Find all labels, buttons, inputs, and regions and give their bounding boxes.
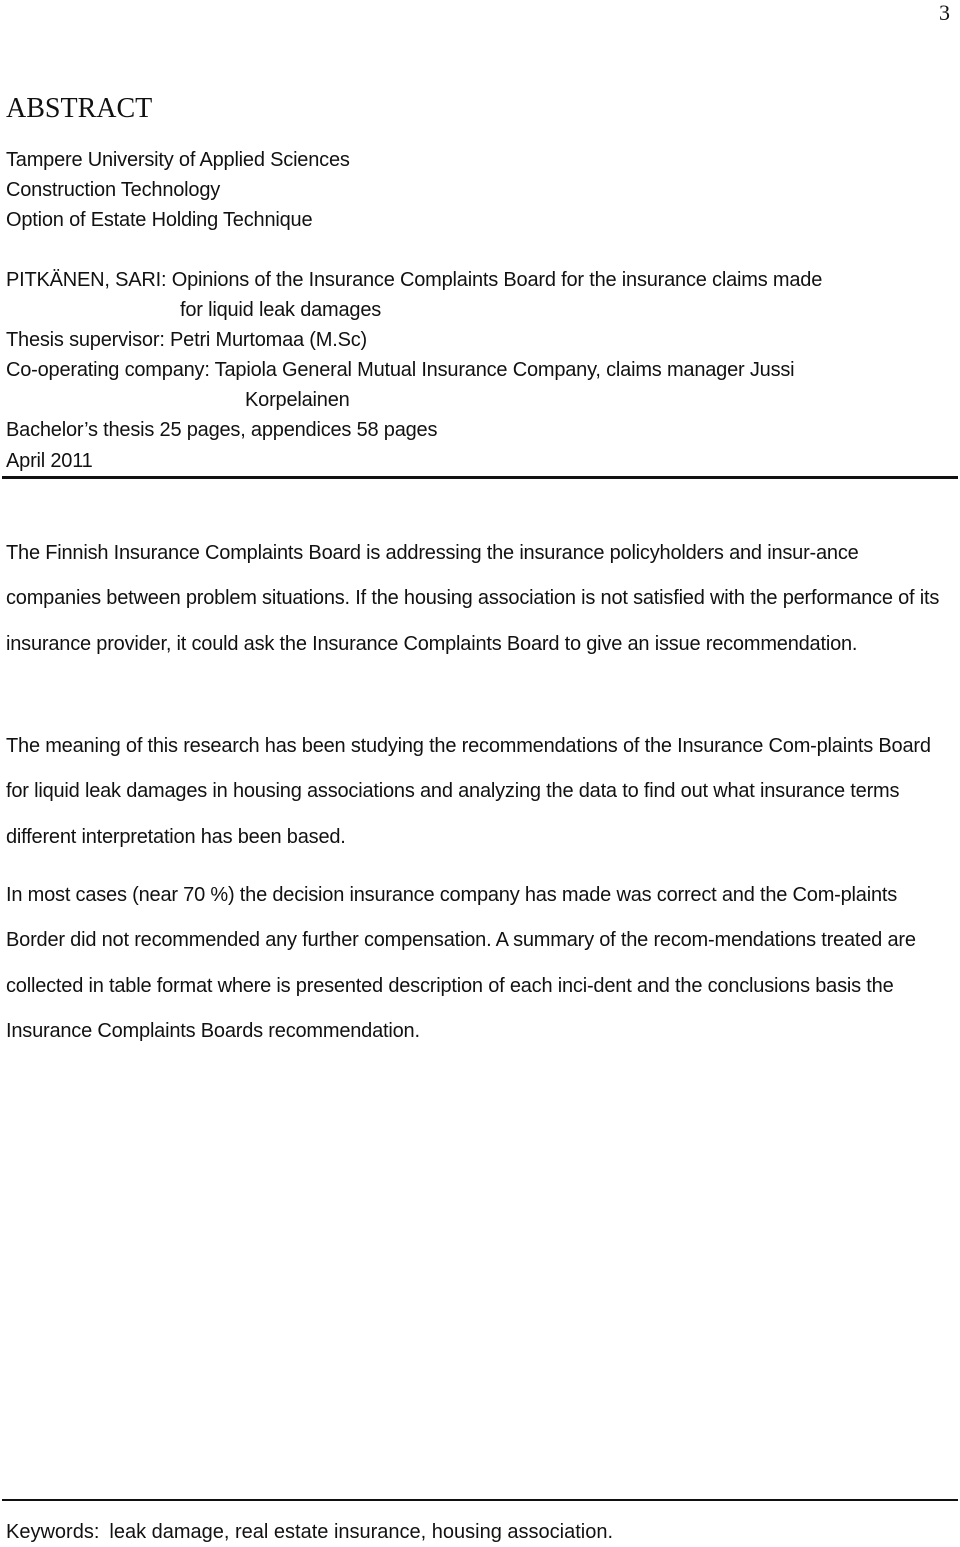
keywords-line	[6, 1517, 613, 1547]
keywords-text: leak damage, real estate insurance, housing association.	[109, 1521, 614, 1543]
abstract-paragraph: In most cases (near 70 %) the decision insurance company has made was correct and the Com-plaints Border did not recommended any further compensation. A summary of the recom-mendations treated are collected in table format where is presented description of each inci-dent and the conclusions basis the Insurance Complaints Boards recommendation.	[6, 884, 916, 1042]
institution-line: Tampere University of Applied Sciences	[6, 149, 350, 171]
institution-line: Construction Technology	[6, 179, 221, 201]
abstract-heading: ABSTRACT	[6, 93, 153, 124]
thesis-title: PITKÄNEN, SARI: Opinions of the Insurance Complaints Board for the insurance claims made	[6, 269, 823, 291]
abstract-paragraph: The Finnish Insurance Complaints Board is addressing the insurance policyholders and insur-ance companies between problem situations. If the housing association is not satisfied with the performance of its insurance provider, it could ask the Insurance Complaints Board to give an issue recommendation.	[6, 542, 940, 655]
cooperating-company: Co-operating company: Tapiola General Mutual Insurance Company, claims manager Jussi	[6, 359, 795, 381]
thesis-supervisor: Thesis supervisor: Petri Murtomaa (M.Sc)	[6, 329, 367, 351]
cooperating-company-continued: Korpelainen	[245, 389, 350, 411]
institution-line: Option of Estate Holding Technique	[6, 209, 313, 231]
keywords-label: Keywords:	[6, 1521, 100, 1543]
thesis-title-continued: for liquid leak damages	[180, 299, 382, 321]
page-number: 3	[939, 0, 950, 25]
page-count: Bachelor’s thesis 25 pages, appendices 58 pages	[6, 419, 438, 441]
header-divider	[2, 476, 958, 479]
keywords-divider	[2, 1499, 958, 1501]
abstract-paragraph: The meaning of this research has been studying the recommendations of the Insurance Com-plaints Board for liquid leak damages in housing associations and analyzing the data to find out what insurance terms different interpretation has been based.	[6, 735, 931, 848]
thesis-date: April 2011	[6, 450, 93, 472]
